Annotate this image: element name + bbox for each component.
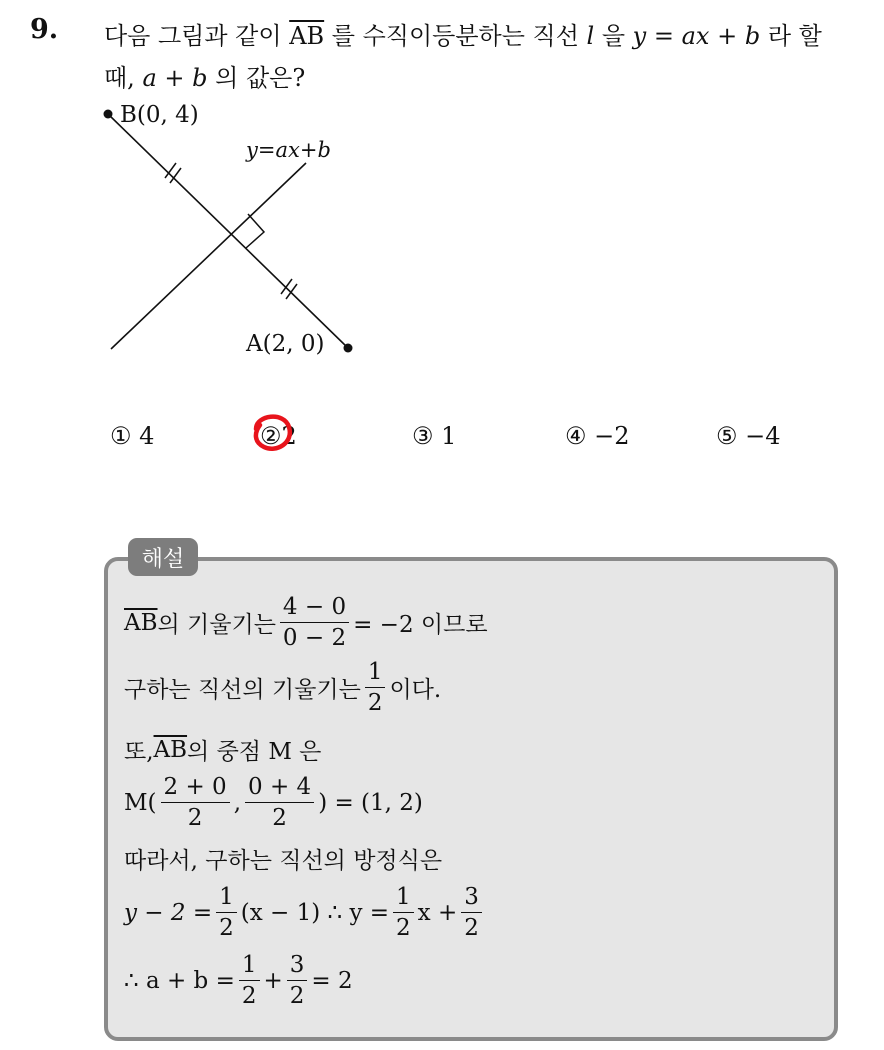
- solution-line-1: [124, 592, 488, 653]
- fig-eq-part: ax: [275, 138, 300, 162]
- frac-den: 2: [396, 915, 411, 941]
- fig-eq-part: +: [299, 138, 318, 162]
- q-text: 을: [594, 22, 633, 50]
- sol-text: 따라서, 구하는 직선의 방정식은: [124, 848, 443, 874]
- answer-choices: [0, 422, 884, 456]
- label-equation: [245, 138, 331, 162]
- fraction: [161, 772, 230, 833]
- sol-text: = −2 이므로: [353, 612, 488, 638]
- q-text: 라 할: [760, 22, 822, 50]
- frac-den: 2: [367, 690, 383, 716]
- fraction: [287, 950, 308, 1011]
- answer-mark-stroke: [256, 417, 290, 449]
- eq-op: +: [156, 64, 193, 92]
- fraction: [280, 592, 349, 653]
- fraction: [393, 882, 414, 943]
- choice-number: ④: [565, 422, 587, 450]
- eq-var: b: [192, 64, 208, 92]
- sol-text: ∴ a + b =: [124, 967, 235, 994]
- choice-3[interactable]: [412, 422, 456, 450]
- frac-num: 4 − 0: [280, 592, 349, 623]
- choice-number: ③: [412, 422, 434, 450]
- fraction: [461, 882, 482, 943]
- frac-den: 2: [272, 805, 287, 831]
- q-text: 다음 그림과 같이: [104, 22, 290, 50]
- eq-op: +: [709, 22, 745, 50]
- frac-num: 1: [239, 950, 260, 981]
- frac-num: 1: [393, 882, 414, 913]
- frac-num: 3: [287, 950, 308, 981]
- choice-number: ①: [110, 422, 132, 450]
- q-text: 를 수직이등분하는 직선: [324, 22, 587, 50]
- fraction: [365, 657, 386, 718]
- sol-text: +: [263, 967, 283, 994]
- sol-text: ,: [233, 789, 242, 816]
- sol-text: y − 2 =: [124, 899, 213, 926]
- sol-text: 이다.: [389, 677, 442, 703]
- sol-text: = 2: [311, 967, 353, 994]
- choice-value: 2: [281, 422, 297, 450]
- frac-num: 0 + 4: [245, 772, 314, 803]
- fraction: [245, 772, 314, 833]
- fraction: [239, 950, 260, 1011]
- segment-ab: $\overline{AB}$: [124, 609, 158, 636]
- solution-tag: 해설: [128, 538, 198, 576]
- eq-var: a: [142, 64, 157, 92]
- choice-value: −2: [594, 422, 630, 450]
- sol-text: 의 기울기는: [157, 612, 276, 638]
- eq-op: =: [646, 22, 682, 50]
- choice-5[interactable]: [716, 422, 781, 450]
- frac-den: 2: [464, 915, 479, 941]
- frac-den: 2: [241, 983, 257, 1009]
- frac-num: 3: [461, 882, 482, 913]
- solution-line-7: [124, 950, 353, 1011]
- sol-text: 또,: [124, 739, 154, 765]
- solution-line-2: [124, 657, 441, 718]
- choice-number: ②: [260, 422, 282, 450]
- fig-eq-part: b: [317, 138, 331, 162]
- eq-var: ax: [681, 22, 710, 50]
- frac-den: 0 − 2: [282, 625, 347, 651]
- q-text: 때,: [104, 64, 143, 92]
- eq-var: b: [744, 22, 761, 50]
- sol-text: 구하는 직선의 기울기는: [124, 677, 361, 703]
- solution-line-5: [124, 842, 442, 875]
- frac-num: 1: [365, 657, 386, 688]
- line-name: l: [586, 22, 595, 50]
- choice-number: ⑤: [716, 422, 738, 450]
- sol-text: (x − 1) ∴ y =: [240, 899, 390, 926]
- solution-line-3: [124, 733, 321, 766]
- frac-den: 2: [187, 805, 203, 831]
- frac-den: 2: [219, 915, 234, 941]
- q-text: 의 값은?: [207, 64, 306, 92]
- solution-line-4: [124, 772, 423, 833]
- segment-ab: $\overline{AB}$: [289, 22, 325, 50]
- fig-eq-part: =: [257, 138, 276, 162]
- bisector-line: [111, 163, 306, 349]
- choice-value: 4: [139, 422, 155, 450]
- sol-text: 의 중점 M 은: [187, 739, 322, 765]
- choice-value: −4: [745, 422, 781, 450]
- frac-num: 2 + 0: [161, 772, 230, 803]
- choice-1[interactable]: [110, 422, 154, 450]
- label-b: B(0, 4): [120, 102, 199, 128]
- sol-text: M(: [124, 789, 157, 816]
- frac-num: 1: [216, 882, 237, 913]
- point-b: [104, 110, 113, 119]
- answer-mark-circle: [248, 407, 296, 457]
- fraction: [216, 882, 237, 943]
- solution-line-6: [124, 882, 486, 943]
- question-number: 9.: [30, 14, 59, 45]
- sol-text: ) = (1, 2): [318, 789, 423, 816]
- right-angle-mark: [246, 214, 264, 248]
- sol-text: x +: [417, 899, 458, 926]
- frac-den: 2: [289, 983, 305, 1009]
- choice-value: 1: [441, 422, 457, 450]
- geometry-figure: [0, 0, 884, 400]
- fig-eq-part: y: [246, 138, 258, 162]
- choice-4[interactable]: [565, 422, 630, 450]
- label-a: A(2, 0): [246, 331, 325, 357]
- point-a: [344, 344, 353, 353]
- segment-ab: $\overline{AB}$: [153, 736, 188, 763]
- eq-var: y: [632, 22, 647, 50]
